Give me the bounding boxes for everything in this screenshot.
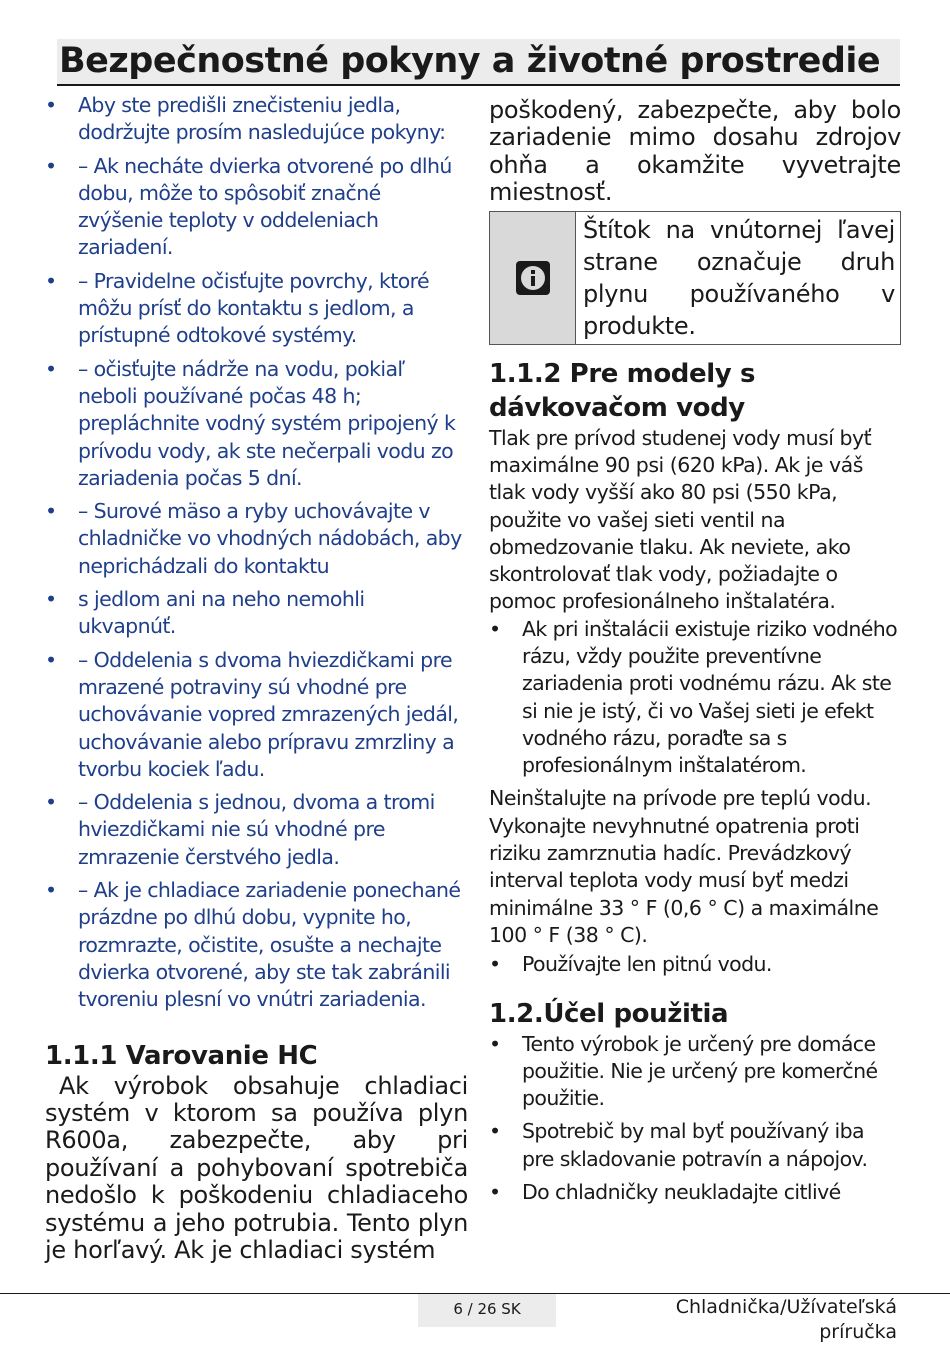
- bullet-icon: •: [489, 1119, 501, 1144]
- section-heading-hc-warning: 1.1.1 Varovanie HC: [45, 1040, 318, 1071]
- info-icon: [516, 261, 550, 295]
- bullet-icon: •: [45, 153, 57, 178]
- left-column: [45, 92, 468, 1264]
- list-item: • – Surové mäso a ryby uchovávajte v chladničke vo vhodných nádobách, aby neprichádzali do kontaktu: [45, 499, 462, 578]
- bullet-icon: •: [45, 647, 57, 672]
- hc-warning-text: Ak výrobok obsahuje chladiaci systém v ktorom sa používa plyn R600a, zabezpečte, aby pri používaní a pohybovaní spotrebiča nedošlo k poškodeniu chladiaceho systému a jeho potrubia. Tento plyn je horľavý. Ak je chladiaci systém: [45, 1071, 468, 1264]
- bullet-icon: •: [489, 616, 501, 641]
- drinking-water-list: [489, 951, 901, 978]
- note-icon-cell: [490, 212, 576, 344]
- list-item: • – očisťujte nádrže na vodu, pokiaľ neboli používané počas 48 h; prepláchnite vodný systém pripojený k prívodu vody, ak ste nečerpali vodu zo zariadenia počas 5 dní.: [45, 356, 456, 490]
- bullet-icon: •: [45, 878, 57, 903]
- section-heading-intended-use: 1.2.Účel použitia: [489, 998, 729, 1029]
- water-hammer-list: [489, 616, 901, 780]
- bullet-icon: •: [45, 93, 57, 117]
- bullet-icon: •: [45, 790, 57, 815]
- list-item: • – Ak necháte dvierka otvorené po dlhú dobu, môže to spôsobiť značné zvýšenie teploty v oddeleniach zariadení.: [45, 153, 452, 260]
- info-note: [489, 211, 901, 345]
- right-column: [489, 97, 901, 1206]
- food-safety-list: [45, 92, 468, 1014]
- hot-water-text: Neinštalujte na prívode pre teplú vodu. Vykonajte nevyhnutné opatrenia proti riziku zamrznutia hadíc. Prevádzkový interval teplota vody musí byť medzi minimálne 33 ° F (0,6 ° C) a maximálne 100 ° F (38 ° C).: [489, 786, 879, 947]
- page-number: 6 / 26 SK: [418, 1294, 556, 1327]
- page-title: Bezpečnostné pokyny a životné prostredie: [59, 41, 881, 81]
- intended-use-list: [489, 1031, 901, 1207]
- list-item: • Aby ste predišli znečisteniu jedla, dodržujte prosím nasledujúce pokyny:: [45, 93, 446, 145]
- water-pressure-text: Tlak pre prívod studenej vody musí byť maximálne 90 psi (620 kPa). Ak je váš tlak vody vyšší ako 80 psi (550 kPa, použite vo vašej sieti ventil na obmedzovanie tlaku. Ak neviete, ako skontrolovať tlak vody, požiadajte o pomoc profesionálneho inštalatéra.: [489, 425, 872, 614]
- note-text: Štítok na vnútornej ľavej strane označuje druh plynu používaného v produkte.: [583, 215, 895, 340]
- list-item: • – Oddelenia s dvoma hviezdičkami pre mrazené potraviny sú vhodné pre uchovávanie vopred zmrazených jedál, uchovávanie alebo prípravu zmrzliny a tvorbu kociek ľadu.: [45, 647, 459, 781]
- bullet-icon: •: [45, 356, 57, 381]
- hc-warning-continuation: poškodený, zabezpečte, aby bolo zariadenie mimo dosahu zdrojov ohňa a okamžite vyvetrajte miestnosť.: [489, 96, 901, 207]
- list-item: • Do chladničky neukladajte citlivé: [489, 1179, 901, 1206]
- document-name: Chladnička/Užívateľská príručka: [675, 1296, 897, 1343]
- section-heading-water-dispenser: 1.1.2 Pre modely s dávkovačom vody: [489, 358, 756, 423]
- list-item: • s jedlom ani na neho nemohli ukvapnúť.: [45, 587, 365, 639]
- list-item: • Ak pri inštalácii existuje riziko vodného rázu, vždy použite preventívne zariadenia proti vodnému rázu. Ak ste si nie je istý, či vo Vašej sieti je efekt vodného rázu, poraďte sa s profesionálnym inštalatérom.: [489, 616, 898, 778]
- bullet-icon: •: [45, 499, 57, 524]
- bullet-icon: •: [45, 268, 57, 293]
- title-bar: [57, 39, 900, 86]
- bullet-icon: •: [489, 1031, 501, 1056]
- bullet-icon: •: [489, 1180, 501, 1205]
- list-item: • – Oddelenia s jednou, dvoma a tromi hviezdičkami nie sú vhodné pre zmrazenie čerstvého jedla.: [45, 790, 435, 869]
- bullet-icon: •: [45, 587, 57, 612]
- list-item: • – Ak je chladiace zariadenie ponechané prázdne po dlhú dobu, vypnite ho, rozmrazte, očistite, osušte a nechajte dvierka otvorené, aby ste tak zabránili tvoreniu plesní vo vnútri zariadenia.: [45, 878, 461, 1012]
- bullet-icon: •: [489, 952, 501, 977]
- list-item: • Spotrebič by mal byť používaný iba pre skladovanie potravín a nápojov.: [489, 1119, 868, 1171]
- list-item: • – Pravidelne očisťujte povrchy, ktoré môžu prísť do kontaktu s jedlom, a prístupné odtokové systémy.: [45, 268, 430, 348]
- list-item: • Tento výrobok je určený pre domáce použitie. Nie je určený pre komerčné použitie.: [489, 1031, 878, 1111]
- list-item: • Používajte len pitnú vodu.: [489, 951, 901, 978]
